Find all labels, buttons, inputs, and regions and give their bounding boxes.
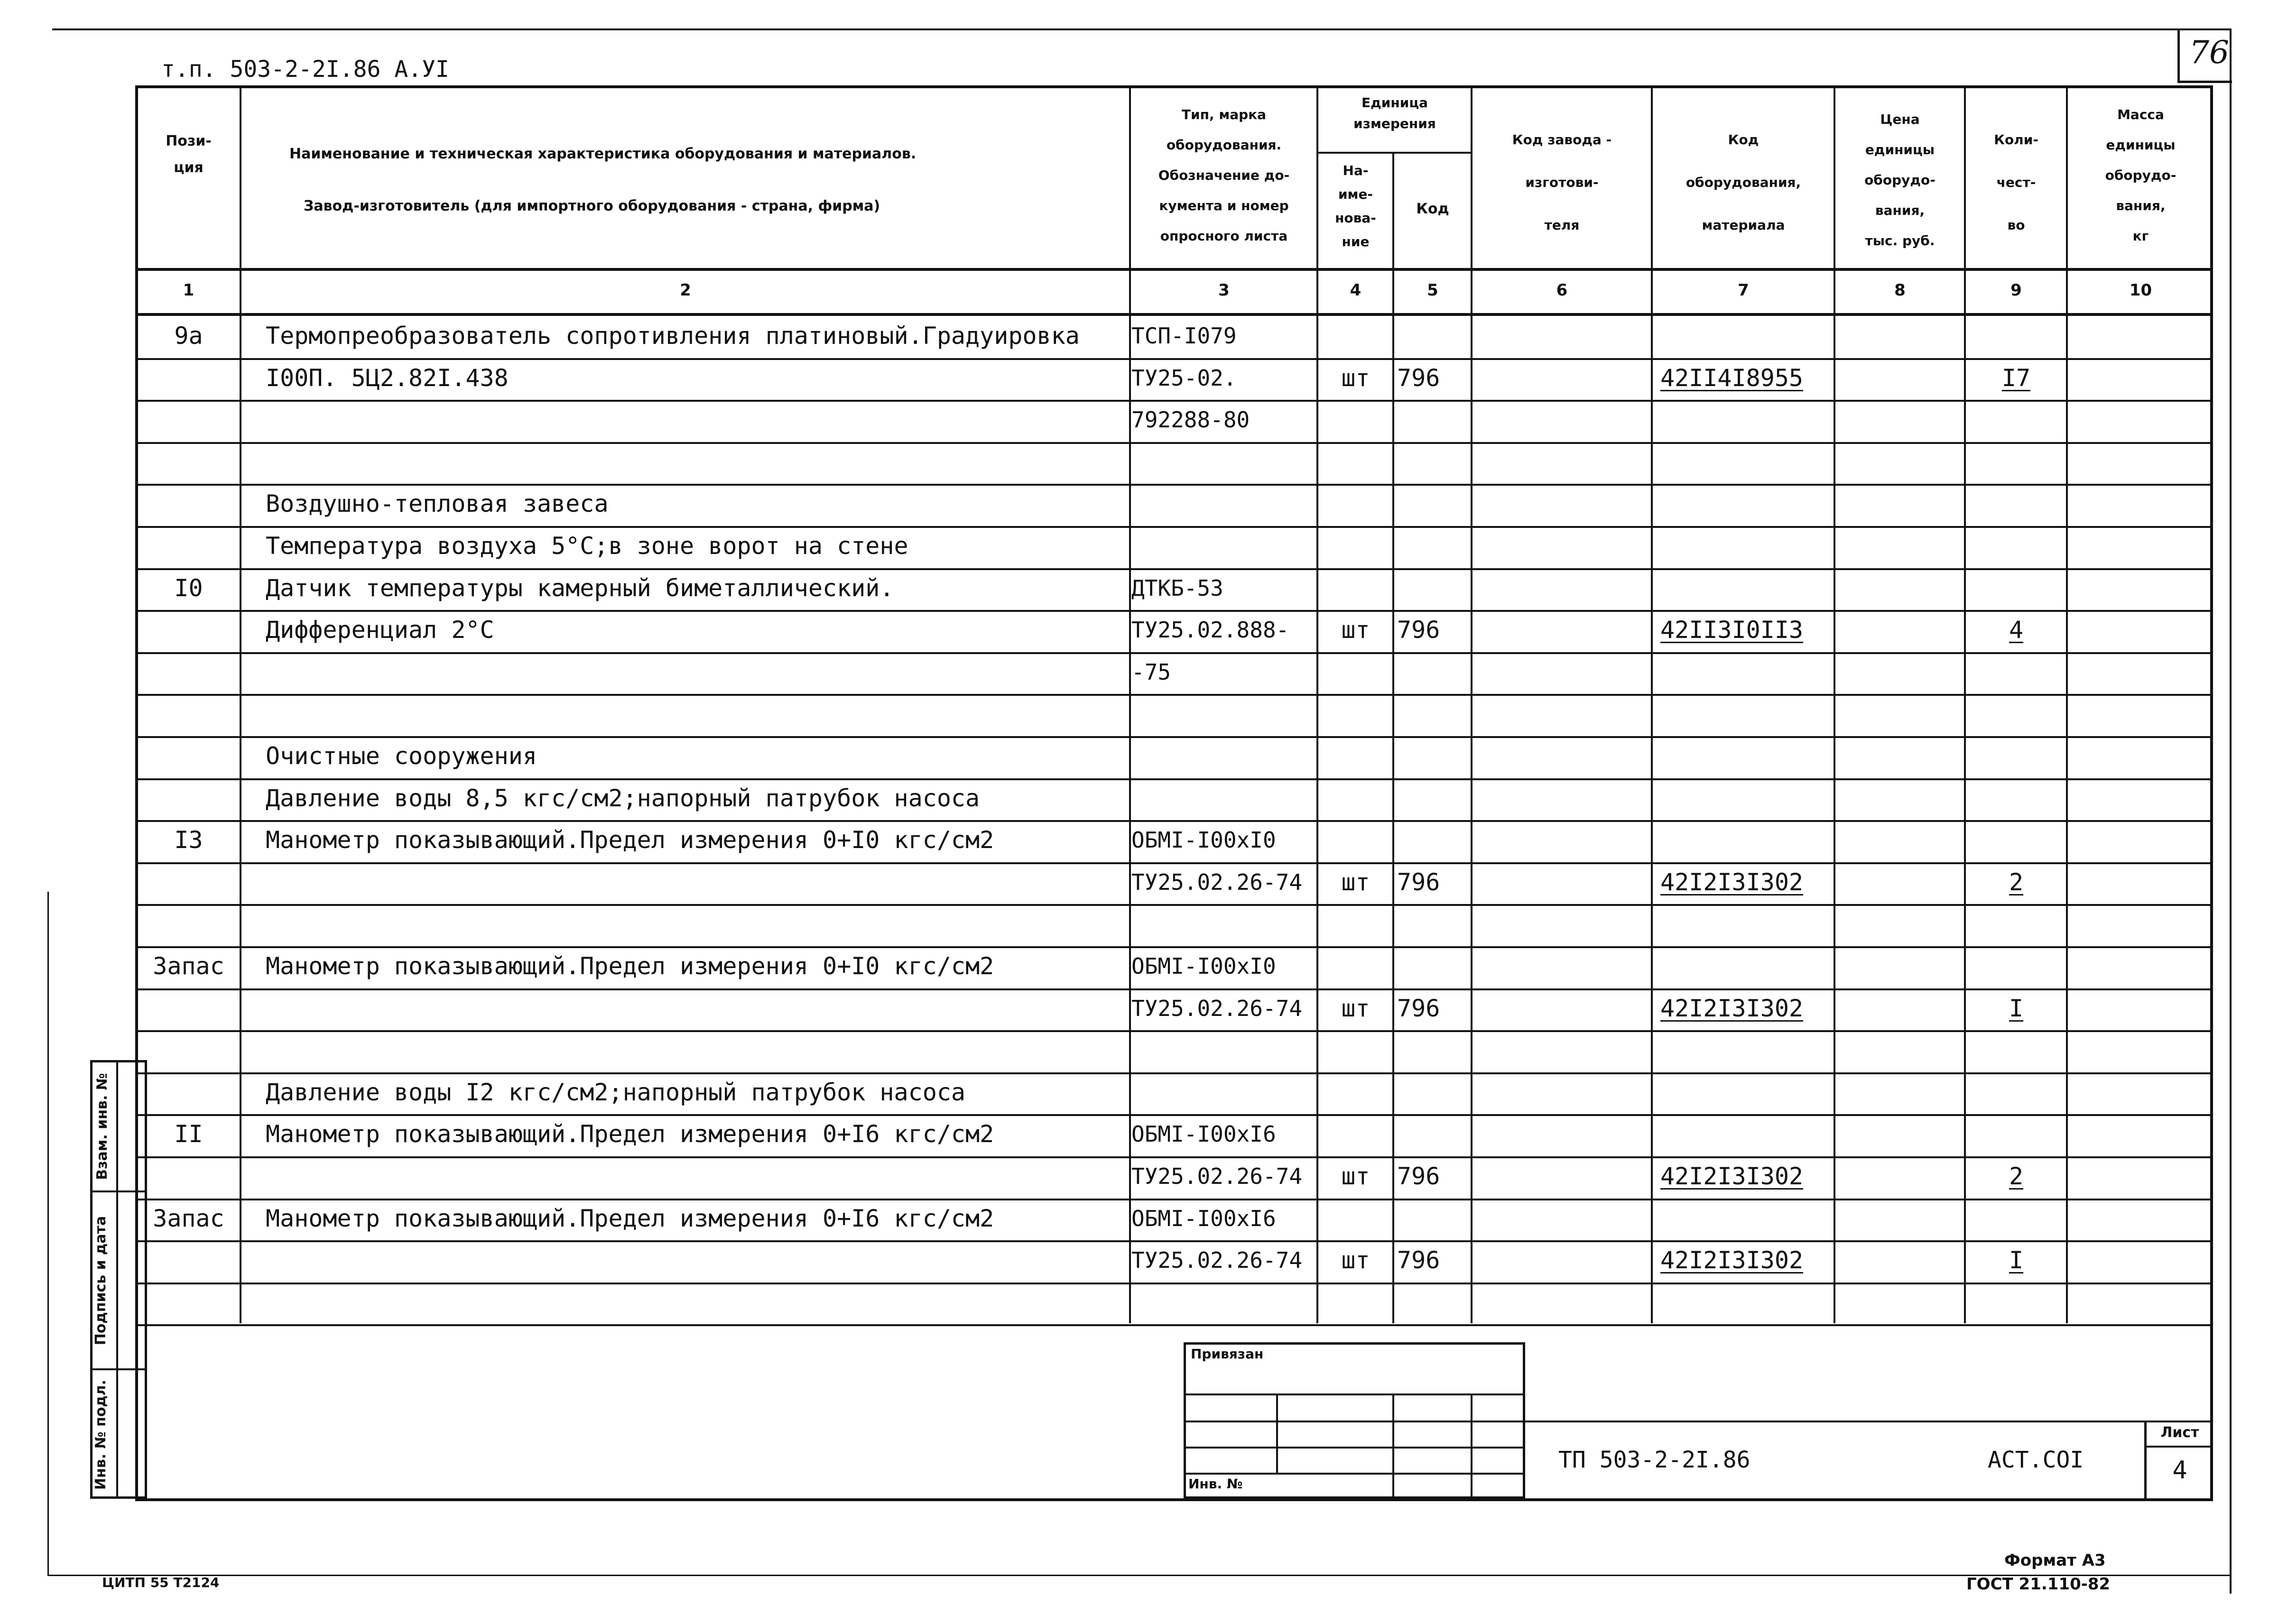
row-12-name: Манометр показывающий.Предел измерения 0+I0 кгс/см2 bbox=[266, 826, 994, 854]
sheet-label: Лист bbox=[2160, 1424, 2199, 1441]
header-col10-line1: Масса bbox=[2117, 107, 2164, 122]
row-20-qty: 2 bbox=[2009, 1163, 2024, 1190]
col-line-3 bbox=[1316, 85, 1318, 1323]
header-col10-line5: кг bbox=[2132, 228, 2149, 244]
row-7-code: 796 bbox=[1397, 616, 1440, 644]
row-16-code: 796 bbox=[1397, 995, 1440, 1022]
outer-frame-bottom bbox=[47, 1575, 2230, 1576]
row-line bbox=[135, 1156, 2213, 1158]
row-11-name: Давление воды 8,5 кгс/см2;напорный патрубок насоса bbox=[266, 784, 980, 812]
row-13-eq: 42I2I3I302 bbox=[1660, 868, 1804, 896]
col-number-3: 3 bbox=[1218, 281, 1230, 300]
header-unit-line2: измерения bbox=[1353, 116, 1436, 131]
header-col9-line3: во bbox=[2007, 217, 2025, 233]
header-col7 bbox=[1653, 119, 1834, 247]
row-21-pos: Запас bbox=[153, 1205, 224, 1232]
col-line-8 bbox=[1964, 85, 1966, 1323]
row-7-name: Дифференциал 2°C bbox=[266, 616, 494, 644]
header-col8-line4: вания, bbox=[1875, 203, 1925, 218]
row-22-eq: 42I2I3I302 bbox=[1660, 1246, 1804, 1274]
row-20-code: 796 bbox=[1397, 1163, 1440, 1190]
col-line-2 bbox=[1129, 85, 1131, 1323]
header-col4 bbox=[1319, 159, 1392, 254]
row-22-qty: I bbox=[2009, 1246, 2024, 1274]
header-col4-line3: нова- bbox=[1335, 210, 1376, 226]
row-19-name: Манометр показывающий.Предел измерения 0+I6 кгс/см2 bbox=[266, 1120, 994, 1148]
col-line-7 bbox=[1834, 85, 1835, 1323]
binding-vline-3 bbox=[1471, 1393, 1473, 1499]
row-0-type: ТСП-I079 bbox=[1131, 323, 1237, 349]
row-15-name: Манометр показывающий.Предел измерения 0+I0 кгс/см2 bbox=[266, 952, 994, 980]
row-6-type: ДТКБ-53 bbox=[1131, 575, 1223, 601]
binding-vline-2 bbox=[1392, 1393, 1394, 1499]
header-col8-line3: оборудо- bbox=[1864, 172, 1936, 188]
row-20-unit: шт bbox=[1341, 1163, 1370, 1190]
header-col7-line2: оборудования, bbox=[1686, 175, 1801, 190]
row-15-pos: Запас bbox=[153, 952, 224, 980]
row-10-name: Очистные сооружения bbox=[266, 742, 537, 770]
header-bottom-line bbox=[135, 268, 2213, 271]
header-col8 bbox=[1836, 104, 1964, 256]
format-label: Формат А3 bbox=[2004, 1551, 2106, 1570]
col-line-6 bbox=[1651, 85, 1653, 1323]
header-col1-line2: ция bbox=[174, 159, 204, 176]
col-number-2: 2 bbox=[680, 281, 691, 300]
row-18-name: Давление воды I2 кгс/см2;напорный патрубок насоса bbox=[266, 1079, 966, 1106]
binding-vline-1 bbox=[1276, 1393, 1278, 1473]
row-22-type: ТУ25.02.26-74 bbox=[1131, 1247, 1303, 1273]
inv-number-label: Инв. № bbox=[1188, 1476, 1243, 1492]
row-19-type: ОБМI-I00хI6 bbox=[1131, 1121, 1276, 1147]
row-1-type: ТУ25-02. bbox=[1131, 365, 1237, 391]
row-line bbox=[135, 1283, 2213, 1284]
row-line bbox=[135, 1030, 2213, 1032]
header-col3-line3: Обозначение до- bbox=[1158, 167, 1290, 183]
header-col3-line2: оборудования. bbox=[1166, 137, 1282, 153]
binding-label: Привязан bbox=[1191, 1346, 1264, 1362]
row-line bbox=[135, 862, 2213, 864]
header-col9-line1: Коли- bbox=[1994, 132, 2038, 148]
row-16-type: ТУ25.02.26-74 bbox=[1131, 996, 1303, 1021]
row-1-code: 796 bbox=[1397, 364, 1440, 392]
header-col1 bbox=[138, 128, 240, 181]
row-21-type: ОБМI-I00хI6 bbox=[1131, 1206, 1276, 1231]
row-0-name: Термопреобразователь сопротивления платиновый.Градуировка bbox=[266, 322, 1080, 350]
col-number-5: 5 bbox=[1427, 281, 1438, 300]
header-col6-line3: теля bbox=[1544, 217, 1580, 233]
header-col8-line5: тыс. руб. bbox=[1865, 233, 1935, 249]
row-20-type: ТУ25.02.26-74 bbox=[1131, 1163, 1303, 1189]
document-reference: т.п. 503-2-2I.86 А.УI bbox=[161, 56, 449, 83]
row-line bbox=[135, 694, 2213, 696]
binding-line-4 bbox=[1184, 1473, 1525, 1475]
row-0-pos: 9а bbox=[174, 322, 203, 350]
numbers-bottom-line bbox=[135, 313, 2213, 316]
row-line bbox=[135, 736, 2213, 738]
col-number-9: 9 bbox=[2010, 281, 2022, 300]
print-code: ЦИТП 55 Т2124 bbox=[102, 1575, 220, 1590]
header-col1-line1: Пози- bbox=[166, 133, 212, 149]
row-4-name: Воздушно-тепловая завеса bbox=[266, 490, 609, 517]
header-col7-line1: Код bbox=[1728, 132, 1759, 148]
binding-line-3 bbox=[1184, 1447, 1525, 1449]
header-col10-line4: вания, bbox=[2116, 198, 2166, 213]
row-7-qty: 4 bbox=[2009, 616, 2024, 644]
title-block-top bbox=[1525, 1421, 2213, 1422]
binding-line-2 bbox=[1184, 1421, 1525, 1422]
row-6-name: Датчик температуры камерный биметаллический. bbox=[266, 574, 894, 602]
tp-code: ТП 503-2-2I.86 bbox=[1558, 1447, 1750, 1473]
col-number-4: 4 bbox=[1350, 281, 1361, 300]
row-12-type: ОБМI-I00хI0 bbox=[1131, 827, 1276, 853]
row-1-unit: шт bbox=[1341, 364, 1370, 392]
row-line bbox=[135, 652, 2213, 654]
header-col6-line1: Код завода - bbox=[1512, 132, 1612, 148]
row-line bbox=[135, 946, 2213, 948]
outer-frame-left bbox=[47, 892, 49, 1575]
row-line bbox=[135, 400, 2213, 402]
row-1-eq: 42II4I8955 bbox=[1660, 364, 1804, 392]
row-line bbox=[135, 358, 2213, 360]
header-col4-line1: На- bbox=[1343, 163, 1369, 178]
row-12-pos: I3 bbox=[174, 826, 203, 854]
header-col3-line4: кумента и номер bbox=[1159, 198, 1289, 213]
row-13-code: 796 bbox=[1397, 868, 1440, 896]
side-stamp-line-1 bbox=[90, 1190, 147, 1192]
row-2-type: 792288-80 bbox=[1131, 407, 1250, 433]
col-number-7: 7 bbox=[1738, 281, 1749, 300]
col-line-9 bbox=[2066, 85, 2068, 1323]
row-line bbox=[135, 442, 2213, 444]
row-19-pos: II bbox=[174, 1120, 203, 1148]
row-line bbox=[135, 988, 2213, 990]
header-col3-line5: опросного листа bbox=[1160, 228, 1288, 244]
row-13-unit: шт bbox=[1341, 868, 1370, 896]
sheet-box-line bbox=[2144, 1446, 2213, 1448]
header-col3-line1: Тип, марка bbox=[1181, 107, 1267, 122]
body-bottom-line bbox=[135, 1324, 2213, 1326]
header-unit-line1: Единица bbox=[1361, 95, 1428, 111]
row-line bbox=[135, 610, 2213, 612]
row-20-eq: 42I2I3I302 bbox=[1660, 1163, 1804, 1190]
outer-frame-top bbox=[52, 28, 2230, 30]
col-number-1: 1 bbox=[183, 281, 194, 300]
row-line bbox=[135, 526, 2213, 528]
row-line bbox=[135, 820, 2213, 822]
row-7-type: ТУ25.02.888- bbox=[1131, 617, 1289, 643]
row-13-qty: 2 bbox=[2009, 868, 2024, 896]
header-unit bbox=[1319, 92, 1471, 134]
col-line-1 bbox=[240, 85, 241, 1323]
col-number-10: 10 bbox=[2129, 281, 2152, 300]
row-1-qty: I7 bbox=[2001, 364, 2031, 392]
side-label-inv-original: Инв. № подл. bbox=[93, 1379, 109, 1490]
header-col9 bbox=[1966, 119, 2066, 247]
header-col10 bbox=[2068, 100, 2213, 251]
header-col6-line2: изготови- bbox=[1525, 175, 1599, 190]
header-col10-line2: единицы bbox=[2106, 137, 2176, 153]
header-col2 bbox=[247, 128, 1129, 232]
sheet-number: 4 bbox=[2172, 1456, 2187, 1485]
sheet-code: АСТ.СОI bbox=[1988, 1447, 2084, 1473]
row-7-eq: 42II3I0II3 bbox=[1660, 616, 1804, 644]
side-label-signature-date: Подпись и дата bbox=[93, 1216, 109, 1346]
header-col7-line3: материала bbox=[1702, 217, 1785, 233]
side-stamp-line-2 bbox=[90, 1368, 147, 1370]
row-7-unit: шт bbox=[1341, 616, 1370, 644]
row-16-eq: 42I2I3I302 bbox=[1660, 995, 1804, 1022]
row-21-name: Манометр показывающий.Предел измерения 0+I6 кгс/см2 bbox=[266, 1205, 994, 1232]
row-line bbox=[135, 1199, 2213, 1200]
col-number-8: 8 bbox=[1894, 281, 1906, 300]
row-6-pos: I0 bbox=[174, 574, 203, 602]
header-col4-line2: име- bbox=[1338, 186, 1373, 202]
row-line bbox=[135, 1114, 2213, 1116]
side-stamp-divider bbox=[116, 1060, 118, 1499]
row-line bbox=[135, 1240, 2213, 1242]
side-label-replace-inv: Взам. инв. № bbox=[94, 1073, 111, 1180]
row-16-unit: шт bbox=[1341, 995, 1370, 1022]
row-5-name: Температура воздуха 5°C;в зоне ворот на стене bbox=[266, 532, 908, 560]
header-col8-line2: единицы bbox=[1865, 142, 1935, 157]
row-16-qty: I bbox=[2009, 995, 2024, 1022]
gost-label: ГОСТ 21.110-82 bbox=[1966, 1575, 2111, 1594]
outer-frame-right bbox=[2230, 28, 2232, 1594]
row-15-type: ОБМI-I00хI0 bbox=[1131, 953, 1276, 979]
row-22-code: 796 bbox=[1397, 1246, 1440, 1274]
row-13-type: ТУ25.02.26-74 bbox=[1131, 869, 1303, 895]
col-number-6: 6 bbox=[1556, 281, 1568, 300]
row-line bbox=[135, 904, 2213, 906]
col-line-5 bbox=[1471, 85, 1473, 1323]
header-col2-line1: Наименование и техническая характеристика оборудования и материалов. bbox=[289, 146, 917, 162]
row-line bbox=[135, 484, 2213, 486]
header-col4-line4: ние bbox=[1342, 234, 1370, 249]
row-22-unit: шт bbox=[1341, 1246, 1370, 1274]
header-col9-line2: чест- bbox=[1996, 175, 2036, 190]
header-col3 bbox=[1131, 100, 1316, 251]
row-line bbox=[135, 778, 2213, 780]
header-col5: Код bbox=[1416, 201, 1449, 217]
header-col2-line2: Завод-изготовитель (для импортного оборудования - страна, фирма) bbox=[304, 198, 880, 214]
row-8-type: -75 bbox=[1131, 659, 1171, 685]
binding-line-1 bbox=[1184, 1393, 1525, 1395]
header-col6 bbox=[1473, 119, 1651, 247]
header-col8-line1: Цена bbox=[1880, 111, 1920, 127]
row-1-name: I00П. 5Ц2.82I.438 bbox=[266, 364, 509, 392]
handwritten-page-number: 76 bbox=[2189, 34, 2229, 71]
row-line bbox=[135, 568, 2213, 570]
row-line bbox=[135, 1072, 2213, 1074]
header-col10-line3: оборудо- bbox=[2105, 167, 2176, 183]
